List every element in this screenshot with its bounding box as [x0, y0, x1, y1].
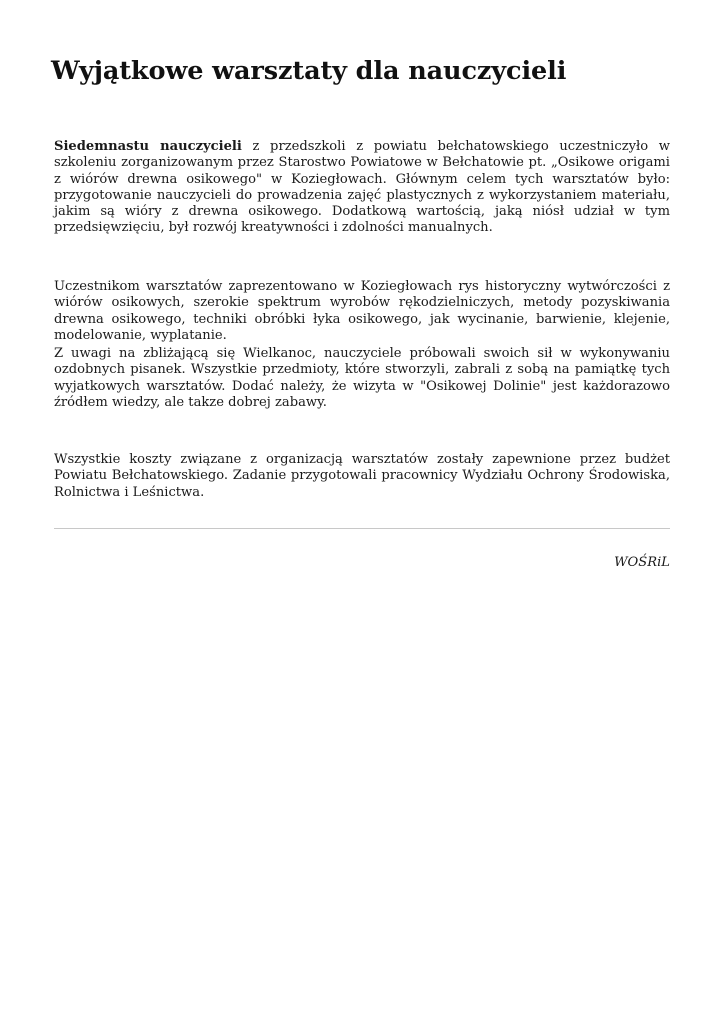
paragraph-intro-text: z przedszkoli z powiatu bełchatowskiego uczestniczyło w szkoleniu zorganizowanym przez Starostwo Powiatowe w Bełchatowie pt. „Osikowe origami z wiórów drewna osikowego" w Koziegłowach. Głównym celem tych warsztatów było: przygotowanie nauczycieli do prowadzenia zajęć plastycznych z wykorzystaniem materiału, jakim są wióry z drewna osikowego. Dodatkową wartością, jaką niósł udział w tym przedsięwzięciu, był rozwój kreatywności i zdolności manualnych. — [54, 139, 670, 236]
article-title: Wyjątkowe warsztaty dla nauczycieli — [51, 56, 567, 86]
paragraph-intro-lead: Siedemnastu nauczycieli — [54, 139, 242, 154]
paragraph-easter: Z uwagi na zbliżającą się Wielkanoc, nauczyciele próbowali swoich sił w wykonywaniu ozdobnych pisanek. Wszystkie przedmioty, które stworzyli, zabrali z sobą na pamiątkę tych wyjatkowych warsztatów. Dodać należy, że wizyta w "Osikowej Dolinie" jest każdorazowo źródłem wiedzy, ale takze dobrej zabawy. — [54, 346, 670, 410]
divider — [54, 528, 670, 529]
paragraph-presentation: Uczestnikom warsztatów zaprezentowano w Koziegłowach rys historyczny wytwórczości z wiórów osikowych, szerokie spektrum wyrobów rękodzielniczych, metody pozyskiwania drewna osikowego, techniki obróbki łyka osikowego, jak wycinanie, barwienie, klejenie, modelowanie, wyplatanie. — [54, 279, 670, 343]
paragraph-intro — [54, 139, 670, 237]
author-signature: WOŚRiL — [614, 555, 670, 570]
paragraph-costs: Wszystkie koszty związane z organizacją warsztatów zostały zapewnione przez budżet Powiatu Bełchatowskiego. Zadanie przygotowali pracownicy Wydziału Ochrony Środowiska, Rolnictwa i Leśnictwa. — [54, 452, 670, 500]
